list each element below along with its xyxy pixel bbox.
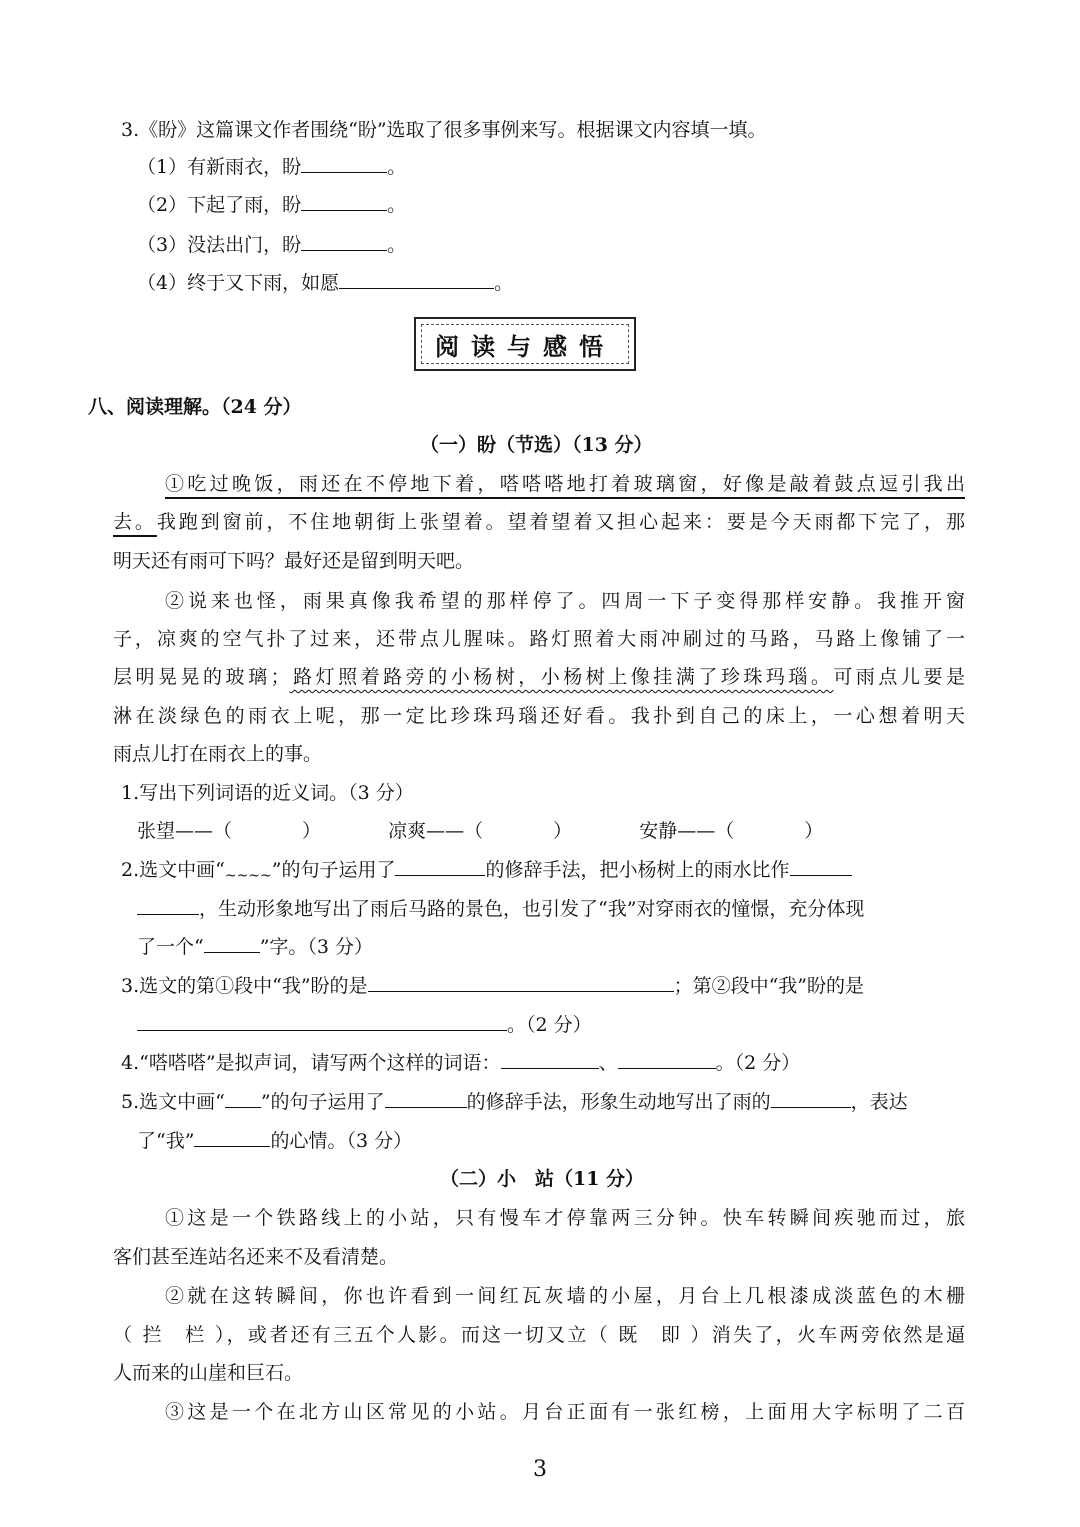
q3-stem: 3.《盼》这篇课文作者围绕“盼”选取了很多事例来写。根据课文内容填一填。 <box>121 119 767 141</box>
passage1-title: （一）盼（节选）（13 分） <box>420 434 653 456</box>
q3-item-1-suffix: 。 <box>387 156 407 178</box>
p1-para1-line2-underlined: 去。 <box>113 511 157 533</box>
q4-line <box>121 1048 800 1075</box>
q3-text-c: 。（2 分） <box>507 1014 592 1036</box>
p2-para2-line2: （ 拦 栏 ），或者还有三五个人影。而这一切又立（ 既 即 ）消失了，火车两旁依然是逼 <box>113 1324 965 1346</box>
q3-line2 <box>137 1010 592 1037</box>
banner-title: 阅读与感悟 <box>435 331 615 361</box>
q3-item-4-prefix: （4）终于又下雨，如愿 <box>137 272 340 294</box>
q3-item-1-prefix: （1）有新雨衣，盼 <box>137 156 302 178</box>
section-banner <box>414 317 636 371</box>
q5-line1 <box>121 1087 908 1114</box>
q3-item-4 <box>137 268 513 295</box>
q2-blank-2-cont[interactable] <box>137 895 199 915</box>
q3-item-2-blank[interactable] <box>301 191 387 211</box>
p1-para1-line1: ①吃过晚饭，雨还在不停地下着，嗒嗒嗒地打着玻璃窗，好像是敲着鼓点逗引我出 <box>165 473 965 495</box>
p1-para1-line2 <box>113 507 965 534</box>
q3-line1 <box>121 971 864 998</box>
q1-close-3: ） <box>804 820 824 842</box>
p1-para2-wavy-sentence: 路灯照着路旁的小杨树，小杨树上像挂满了珍珠玛瑙。 <box>289 666 834 688</box>
section-heading: 八、阅读理解。（24 分） <box>88 396 302 418</box>
q4-blank-2[interactable] <box>618 1049 716 1069</box>
q2-blank-3[interactable] <box>204 933 260 953</box>
q3-item-3-prefix: （3）没法出门，盼 <box>137 234 302 256</box>
p1-para2-line3-b: 可雨点儿要是 <box>833 666 965 688</box>
q3-item-2 <box>137 190 406 217</box>
q4-text-a: 4.“嗒嗒嗒”是拟声词，请写两个这样的词语： <box>121 1052 501 1074</box>
q3-item-2-suffix: 。 <box>387 194 407 216</box>
q2-blank-1[interactable] <box>395 856 485 876</box>
q5-text-a: 5.选文中画“ <box>121 1091 225 1113</box>
p2-para2-line1: ②就在这转瞬间，你也许看到一间红瓦灰墙的小屋，月台上几根漆成淡蓝色的木栅 <box>165 1285 965 1307</box>
q1-word-2: 凉爽——（ <box>388 820 484 842</box>
passage2-title: （二）小 站（11 分） <box>440 1168 645 1190</box>
q3-item-3-suffix: 。 <box>387 234 407 256</box>
q5-text-e: 了“我” <box>137 1130 195 1152</box>
q3-item-1 <box>137 152 406 179</box>
p2-para2-line3: 人而来的山崖和巨石。 <box>113 1362 304 1384</box>
q1-close-1: ） <box>302 820 322 842</box>
page-number: 3 <box>533 1457 547 1482</box>
q3-text-a: 3.选文的第①段中“我”盼的是 <box>121 975 368 997</box>
q2-text-f: ”字。（3 分） <box>259 936 374 958</box>
p1-para2-line3-a: 层明晃晃的玻璃； <box>113 666 290 688</box>
p2-para1-line1: ①这是一个铁路线上的小站，只有慢车才停靠两三分钟。快车转瞬间疾驰而过，旅 <box>165 1207 965 1229</box>
q3-item-3-blank[interactable] <box>301 231 387 251</box>
q1-close-2: ） <box>553 820 573 842</box>
q2-text-e: 了一个“ <box>137 936 204 958</box>
p2-para3-line1: ③这是一个在北方山区常见的小站。月台正面有一张红榜，上面用大字标明了二百 <box>165 1401 965 1423</box>
q3-text-b: ；第②段中“我”盼的是 <box>673 975 864 997</box>
p1-para2-line5: 雨点儿打在雨衣上的事。 <box>113 743 323 765</box>
q5-text-f: 的心情。（3 分） <box>270 1130 413 1152</box>
q1-word-3: 安静——（ <box>639 820 735 842</box>
q5-blank-2[interactable] <box>771 1088 851 1108</box>
q5-mark <box>225 1088 261 1108</box>
q5-text-c: 的修辞手法，形象生动地写出了雨的 <box>466 1091 771 1113</box>
q1-stem: 1.写出下列词语的近义词。（3 分） <box>121 782 414 804</box>
p2-para1-line2: 客们甚至连站名还来不及看清楚。 <box>113 1246 399 1268</box>
q3-item-3 <box>137 230 406 257</box>
q1-word-1: 张望——（ <box>137 820 233 842</box>
q2-blank-2[interactable] <box>790 856 852 876</box>
q2-text-d: ，生动形象地写出了雨后马路的景色，也引发了“我”对穿雨衣的憧憬，充分体现 <box>199 898 865 920</box>
q5-text-b: ”的句子运用了 <box>260 1091 385 1113</box>
q3-item-2-prefix: （2）下起了雨，盼 <box>137 194 302 216</box>
q3-item-1-blank[interactable] <box>301 153 387 173</box>
q5-line2 <box>137 1126 412 1153</box>
q4-blank-1[interactable] <box>501 1049 599 1069</box>
q2-wavy-mark: ~~~~ <box>224 868 272 884</box>
q1-words <box>137 816 837 843</box>
q3-blank-1[interactable] <box>368 972 674 992</box>
q3-item-4-blank[interactable] <box>339 269 494 289</box>
q2-text-b: ”的句子运用了 <box>271 859 396 881</box>
q3-blank-2[interactable] <box>137 1011 507 1031</box>
q2-line3 <box>137 932 373 959</box>
p1-para1-line3: 明天还有雨可下吗？最好还是留到明天吧。 <box>113 550 475 572</box>
q2-line2 <box>137 894 864 921</box>
q5-blank-1[interactable] <box>385 1088 467 1108</box>
q2-text-c: 的修辞手法，把小杨树上的雨水比作 <box>485 859 790 881</box>
p1-para1-line2-rest: 我跑到窗前，不住地朝街上张望着。望着望着又担心起来：要是今天雨都下完了，那 <box>156 511 965 533</box>
q5-blank-3[interactable] <box>194 1127 270 1147</box>
q4-text-c: 。（2 分） <box>715 1052 801 1074</box>
q2-line1 <box>121 855 852 884</box>
q5-text-d: ，表达 <box>850 1091 908 1113</box>
q3-item-4-suffix: 。 <box>494 272 514 294</box>
q2-text-a: 2.选文中画“ <box>121 859 225 881</box>
p1-para2-line1: ②说来也怪，雨果真像我希望的那样停了。四周一下子变得那样安静。我推开窗 <box>165 590 965 612</box>
q4-text-b: 、 <box>598 1052 618 1074</box>
p1-para2-line3 <box>113 662 965 689</box>
p1-para2-line2: 子，凉爽的空气扑了过来，还带点儿腥味。路灯照着大雨冲刷过的马路，马路上像铺了一 <box>113 628 965 650</box>
p1-para2-line4: 淋在淡绿色的雨衣上呢，那一定比珍珠玛瑙还好看。我扑到自己的床上，一心想着明天 <box>113 705 965 727</box>
